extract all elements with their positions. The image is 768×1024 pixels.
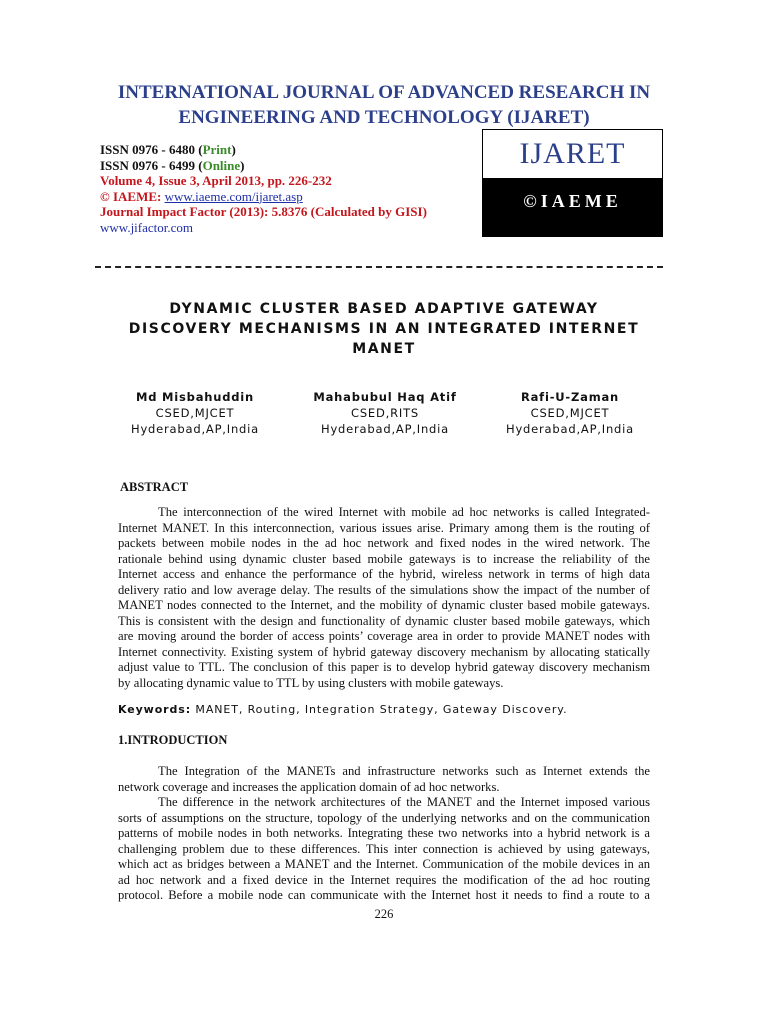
- intro-line: The Integration of the MANETs and infrastructure networks such as Internet extends the: [158, 764, 650, 778]
- page-number: 226: [374, 907, 394, 921]
- jifactor-line: [100, 220, 427, 236]
- abstract-line: adjust value to TTL. The conclusion of this paper is to develop hybrid gateway discovery mechanism: [118, 660, 650, 674]
- iaeme-line: © IAEME: www.iaeme.com/ijaret.asp: [100, 188, 303, 204]
- author-name: Md Misbahuddin: [135, 390, 255, 404]
- author-1: [120, 389, 270, 437]
- impact-factor: Journal Impact Factor (2013): 5.8376 (Calculated by GISI): [100, 204, 427, 219]
- intro-line: patterns of mobile nodes in both networks. Integrating these two networks into a hybrid network is a: [118, 826, 650, 840]
- issn-print: ISSN 0976 - 6480 (Print): [100, 142, 236, 157]
- intro-line: ad hoc network and a fixed device in the Internet requires the modification of the ad hoc routing: [118, 872, 650, 887]
- introduction-para-2: [118, 795, 650, 904]
- abstract-line: MANET nodes connected to the Internet, and the mobility of dynamic cluster based mobile gateways.: [118, 598, 650, 612]
- author-dept: CSED,RITS: [350, 406, 419, 420]
- abstract-line: packets between mobile nodes in the ad hoc network and fixed nodes in the wired network. The: [118, 536, 650, 550]
- journal-title: [0, 80, 768, 130]
- intro-line: The difference in the network architectures of the MANET and the Internet imposed various: [158, 795, 650, 809]
- intro-line: sorts of assumptions on the structure, topology of the underlying networks and on the communication: [118, 810, 650, 825]
- abstract-line: rationale behind using dynamic cluster based mobile gateways is to increase the reliability of the: [118, 551, 650, 566]
- journal-title-line2: ENGINEERING AND TECHNOLOGY (IJARET): [178, 107, 590, 128]
- author-3: [495, 389, 645, 437]
- author-2: [300, 389, 470, 437]
- abstract-heading: ABSTRACT: [120, 480, 189, 494]
- abstract-line: Internet connectivity. Existing system of hybrid gateway discovery mechanism by allocating statically: [118, 644, 650, 659]
- abstract-body: [118, 505, 650, 691]
- paper-title-line2: DISCOVERY MECHANISMS IN AN INTEGRATED INTERNET: [128, 321, 640, 337]
- introduction-heading: 1.INTRODUCTION: [118, 733, 228, 747]
- jifactor-link[interactable]: www.jifactor.com: [100, 219, 194, 235]
- abstract-line: delivery ratio and low average delay. The results of the simulations show the impact of the number of: [118, 582, 650, 597]
- keywords: [118, 703, 568, 716]
- paper-title-line3: MANET: [352, 341, 416, 357]
- author-location: Hyderabad,AP,India: [321, 422, 449, 436]
- intro-line: protocol. Before a mobile node can communicate with the Internet host it needs to find a route to a: [118, 888, 650, 902]
- keywords-label: Keywords:: [118, 703, 192, 716]
- author-name: Mahabubul Haq Atif: [313, 390, 457, 404]
- author-location: Hyderabad,AP,India: [131, 422, 259, 436]
- abstract-line: Internet MANET. In this interconnection, various issues arise. Primary among them is the routing of: [118, 520, 650, 535]
- intro-line: challenging problem due to these differences. This inter connection is achieved by using gateways,: [118, 841, 650, 856]
- volume-info: Volume 4, Issue 3, April 2013, pp. 226-232: [100, 173, 332, 188]
- issn-online: ISSN 0976 - 6499 (Online): [100, 157, 245, 173]
- journal-title-line1: INTERNATIONAL JOURNAL OF ADVANCED RESEARCH IN: [117, 82, 651, 103]
- author-location: Hyderabad,AP,India: [506, 422, 634, 436]
- print-label: Print: [202, 142, 232, 157]
- paper-title-line1: DYNAMIC CLUSTER BASED ADAPTIVE GATEWAY: [169, 301, 599, 317]
- author-name: Rafi-U-Zaman: [520, 390, 620, 404]
- keywords-text: MANET, Routing, Integration Strategy, Gateway Discovery.: [191, 703, 568, 716]
- journal-meta: [100, 142, 427, 235]
- paper-title: [100, 299, 668, 359]
- iaeme-link[interactable]: www.iaeme.com/ijaret.asp: [164, 188, 303, 204]
- abstract-line: Internet access and enhance the performance of the hybrid, wireless network in terms of high data: [118, 567, 650, 581]
- author-dept: CSED,MJCET: [155, 406, 235, 420]
- logo-iaeme: ©IAEME: [483, 178, 662, 236]
- author-dept: CSED,MJCET: [530, 406, 610, 420]
- header-divider: [95, 266, 663, 268]
- abstract-line: by allocating dynamic value to TTL by using clusters with mobile gateways.: [118, 675, 504, 690]
- abstract-line: The interconnection of the wired Internet with mobile ad hoc networks is called Integrated-: [158, 505, 650, 519]
- online-label: Online: [202, 157, 241, 173]
- intro-line: which act as bridges between a MANET and the Internet. Communication of the mobile devices in an: [118, 857, 650, 871]
- intro-line: network coverage and increases the application domain of ad hoc networks.: [118, 779, 500, 794]
- ijaret-logo: [482, 129, 663, 237]
- logo-title: IJARET: [519, 137, 626, 170]
- abstract-line: This is consistent with the design and functionality of dynamic cluster based mobile gateways, which: [118, 613, 650, 628]
- abstract-line: are moving around the border of access points’ coverage area in order to provide MANET nodes with: [118, 629, 650, 643]
- introduction-para-1: [118, 764, 650, 795]
